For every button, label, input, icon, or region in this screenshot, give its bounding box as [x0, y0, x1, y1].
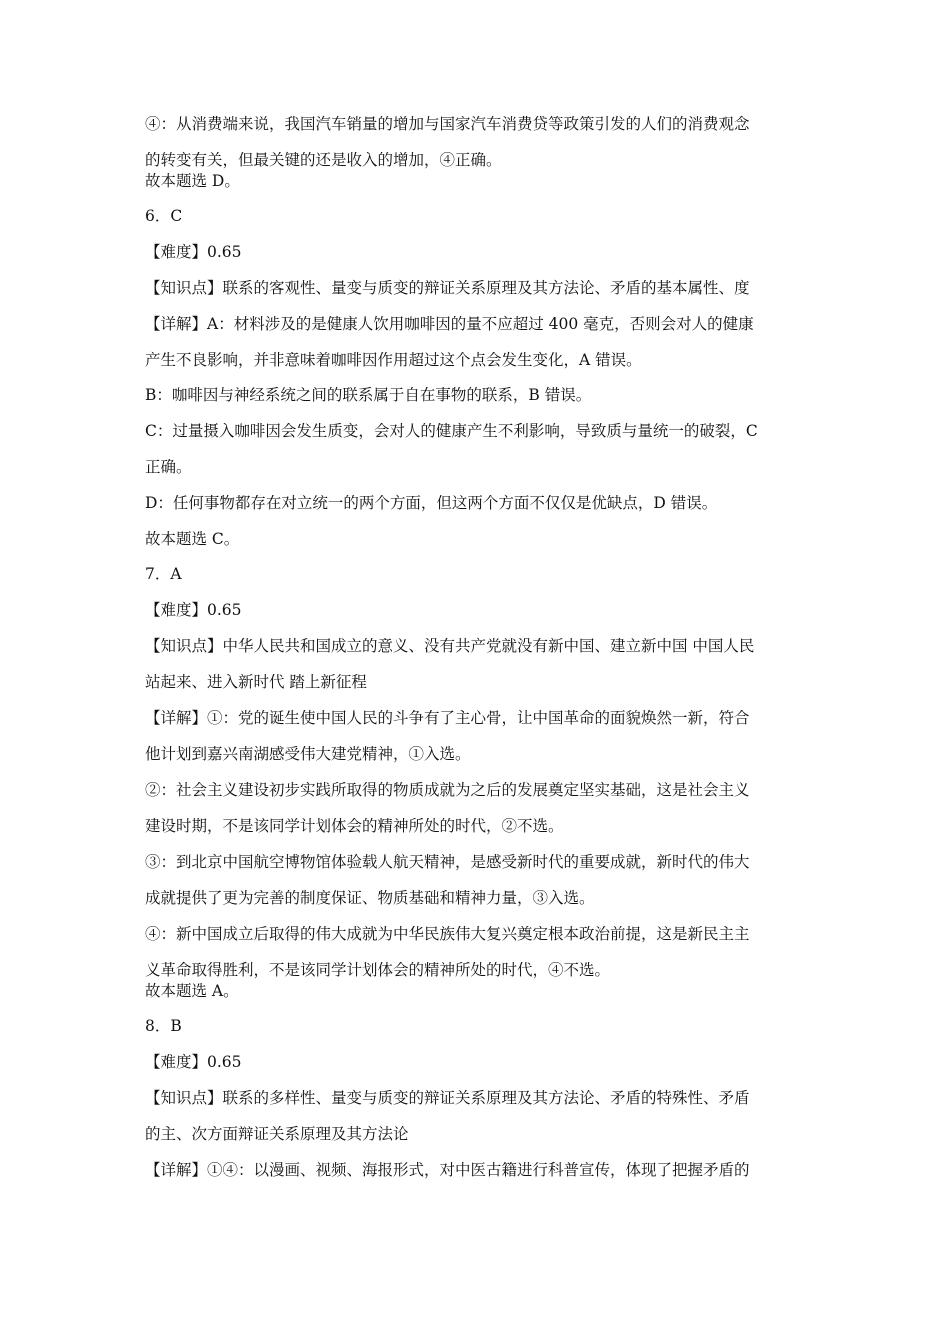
question-6-difficulty: 【难度】0.65 — [145, 243, 242, 261]
question-7-detail-3-cont: 成就提供了更为完善的制度保证、物质基础和精神力量，③入选。 — [145, 889, 595, 907]
question-7-detail-3: ③：到北京中国航空博物馆体验载人航天精神，是感受新时代的重要成就，新时代的伟大 — [145, 853, 750, 871]
question-7-detail-1-cont: 他计划到嘉兴南湖感受伟大建党精神，①入选。 — [145, 745, 471, 763]
question-6-detail-a: 【详解】A：材料涉及的是健康人饮用咖啡因的量不应超过 400 毫克，否则会对人的健康 — [145, 315, 754, 333]
answer-5-analysis-4-cont: 的转变有关，但最关键的还是收入的增加，④正确。 — [145, 151, 502, 169]
question-7-detail-2: ②：社会主义建设初步实践所取得的物质成就为之后的发展奠定坚实基础，这是社会主义 — [145, 781, 750, 799]
question-6-detail-b: B：咖啡因与神经系统之间的联系属于自在事物的联系，B 错误。 — [145, 386, 592, 404]
question-6-detail-d: D：任何事物都存在对立统一的两个方面，但这两个方面不仅仅是优缺点，D 错误。 — [145, 494, 718, 512]
question-7-detail-1: 【详解】①：党的诞生使中国人民的斗争有了主心骨，让中国革命的面貌焕然一新，符合 — [145, 709, 750, 727]
question-6-detail-c: C：过量摄入咖啡因会发生质变，会对人的健康产生不利影响，导致质与量统一的破裂，C — [145, 422, 758, 440]
question-6-knowledge-points: 【知识点】联系的客观性、量变与质变的辩证关系原理及其方法论、矛盾的基本属性、度 — [145, 279, 750, 297]
question-8-difficulty: 【难度】0.65 — [145, 1053, 242, 1071]
question-6-answer: 6．C — [145, 207, 183, 225]
document-body — [145, 114, 810, 1196]
answer-5-analysis-4: ④：从消费端来说，我国汽车销量的增加与国家汽车消费贷等政策引发的人们的消费观念 — [145, 115, 750, 133]
question-7-knowledge-points-cont: 站起来、进入新时代 踏上新征程 — [145, 673, 367, 691]
question-7-detail-4-cont: 义革命取得胜利，不是该同学计划体会的精神所处的时代，④不选。 — [145, 961, 611, 979]
question-7-difficulty: 【难度】0.65 — [145, 601, 242, 619]
question-7-conclusion: 故本题选 A。 — [145, 982, 239, 1000]
question-8-knowledge-points: 【知识点】联系的多样性、量变与质变的辩证关系原理及其方法论、矛盾的特殊性、矛盾 — [145, 1089, 750, 1107]
question-7-detail-2-cont: 建设时期，不是该同学计划体会的精神所处的时代，②不选。 — [145, 817, 564, 835]
question-6-conclusion: 故本题选 C。 — [145, 530, 240, 548]
question-7-knowledge-points: 【知识点】中华人民共和国成立的意义、没有共产党就没有新中国、建立新中国 中国人民 — [145, 637, 755, 655]
question-8-detail-14: 【详解】①④：以漫画、视频、海报形式，对中医古籍进行科普宣传，体现了把握矛盾的 — [145, 1161, 750, 1179]
answer-5-conclusion: 故本题选 D。 — [145, 172, 240, 190]
question-8-answer: 8．B — [145, 1017, 182, 1035]
question-7-detail-4: ④：新中国成立后取得的伟大成就为中华民族伟大复兴奠定根本政治前提，这是新民主主 — [145, 925, 750, 943]
question-6-detail-c-cont: 正确。 — [145, 458, 192, 476]
question-6-detail-a-cont: 产生不良影响，并非意味着咖啡因作用超过这个点会发生变化，A 错误。 — [145, 351, 642, 369]
question-8-knowledge-points-cont: 的主、次方面辩证关系原理及其方法论 — [145, 1125, 409, 1143]
question-7-answer: 7．A — [145, 565, 182, 583]
